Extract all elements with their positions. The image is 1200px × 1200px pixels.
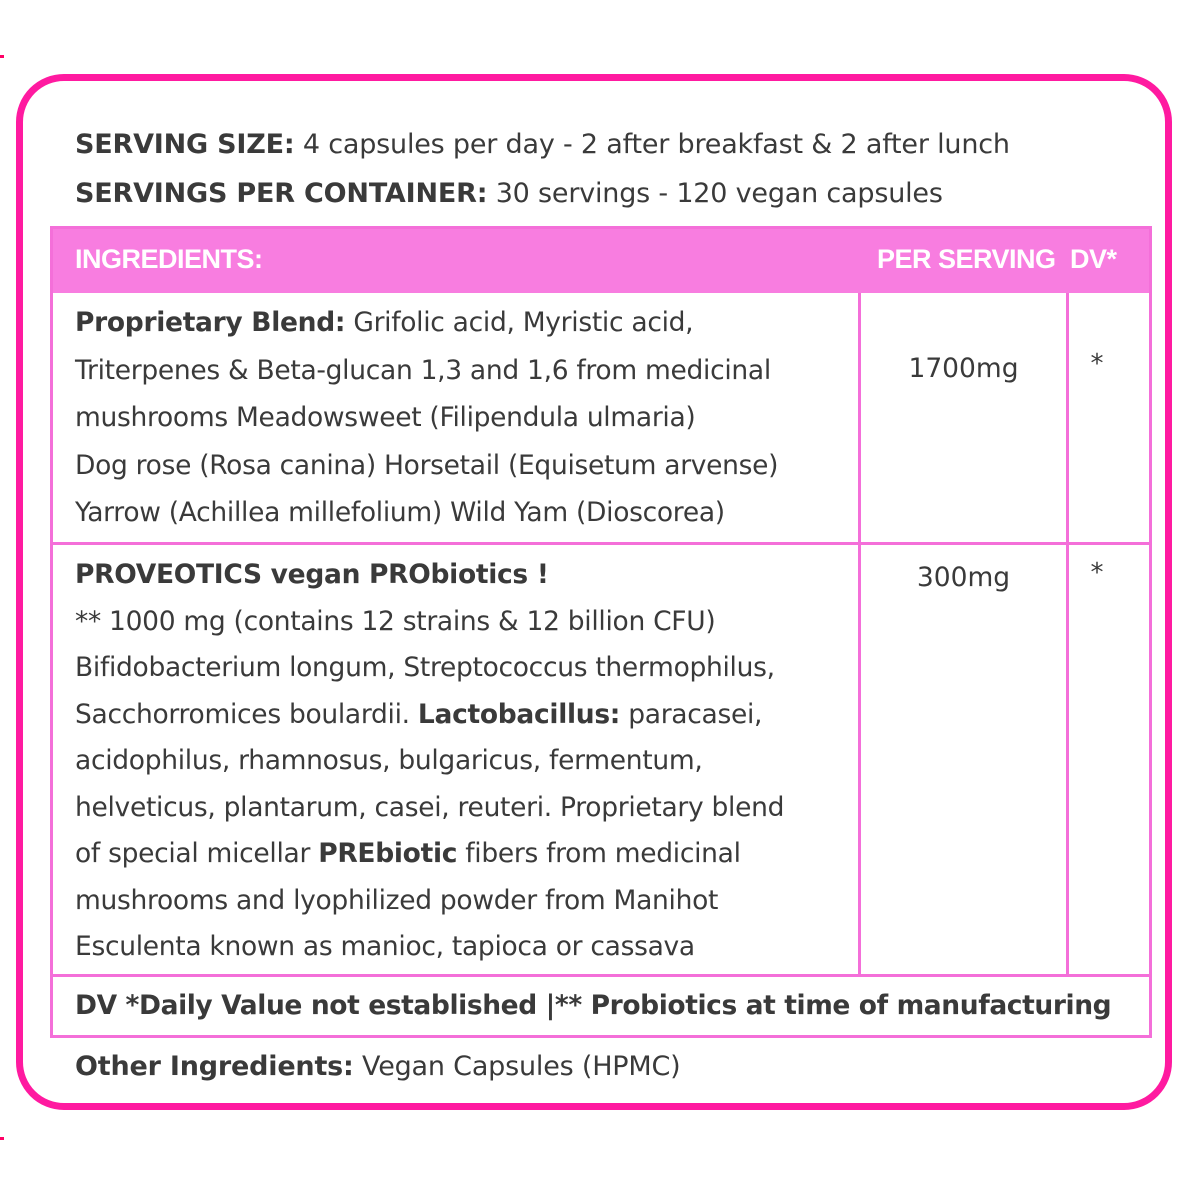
ingredient-cell-probiotics (75, 552, 784, 971)
amount-proprietary-blend: 1700mg (908, 353, 1019, 384)
header-per-serving: PER SERVING (877, 244, 1056, 274)
edge-mark-top (0, 55, 4, 58)
servings-per-container-value: 30 servings - 120 vegan capsules (495, 178, 943, 209)
dv-proprietary-blend: * (1090, 349, 1104, 379)
header-ingredients: INGREDIENTS: (75, 244, 263, 274)
other-ingredients (75, 1050, 680, 1084)
ingredient-text: of special micellar (75, 838, 311, 869)
row-divider (53, 974, 1149, 977)
ingredient-line: ** 1000 mg (contains 12 strains & 12 billion CFU) (75, 605, 716, 637)
other-ingredients-value: Vegan Capsules (HPMC) (362, 1051, 681, 1082)
ingredient-text: Grifolic acid, Myristic acid, (353, 307, 694, 338)
row-divider (53, 542, 1149, 545)
header-dv: DV* (1070, 244, 1117, 274)
dv-probiotics: * (1090, 558, 1104, 588)
servings-per-container (75, 177, 943, 211)
ingredient-text: paracasei, (628, 698, 763, 730)
ingredient-line: mushrooms Meadowsweet (Filipendula ulmaria) (75, 402, 696, 433)
serving-size-label: SERVING SIZE: (75, 129, 295, 160)
ingredient-line: Triterpenes & Beta-glucan 1,3 and 1,6 from medicinal (75, 354, 771, 386)
ingredient-line (75, 692, 784, 739)
ingredient-line: Esculenta known as manioc, tapioca or cassava (75, 931, 695, 962)
ingredient-text: Sacchorromices boulardii. (75, 698, 410, 730)
footnote: DV *Daily Value not established |** Probiotics at time of manufacturing (75, 990, 1112, 1021)
serving-size (75, 128, 1010, 162)
servings-per-container-label: SERVINGS PER CONTAINER: (75, 178, 488, 209)
ingredient-title: PROVEOTICS vegan PRObiotics ! (75, 559, 549, 590)
amount-probiotics: 300mg (916, 562, 1011, 593)
other-ingredients-label: Other Ingredients: (75, 1051, 354, 1082)
ingredient-line: acidophilus, rhamnosus, bulgaricus, fermentum, (75, 745, 703, 776)
ingredient-title: Proprietary Blend: (75, 307, 346, 338)
ingredient-line: Bifidobacterium longum, Streptococcus thermophilus, (75, 652, 775, 683)
ingredient-line: Yarrow (Achillea millefolium) Wild Yam (Dioscorea) (75, 497, 725, 528)
ingredient-line (75, 299, 778, 347)
column-divider (858, 293, 861, 977)
column-divider (1066, 293, 1069, 977)
ingredient-emphasis: Lactobacillus: (417, 698, 621, 730)
ingredient-line (75, 831, 784, 878)
ingredient-line: helveticus, plantarum, casei, reuteri. Proprietary blend (75, 791, 785, 823)
ingredient-line: mushrooms and lyophilized powder from Manihot (75, 884, 719, 916)
table-header-bar (53, 229, 1149, 293)
edge-mark-bottom (0, 1137, 4, 1140)
serving-size-value: 4 capsules per day - 2 after breakfast & 2 after lunch (302, 129, 1010, 160)
ingredient-cell-proprietary-blend (75, 299, 778, 537)
ingredients-table (50, 226, 1152, 1038)
ingredient-text: fibers from medicinal (465, 838, 741, 869)
ingredient-line: Dog rose (Rosa canina) Horsetail (Equisetum arvense) (75, 449, 779, 481)
ingredient-emphasis: PREbiotic (318, 838, 458, 869)
